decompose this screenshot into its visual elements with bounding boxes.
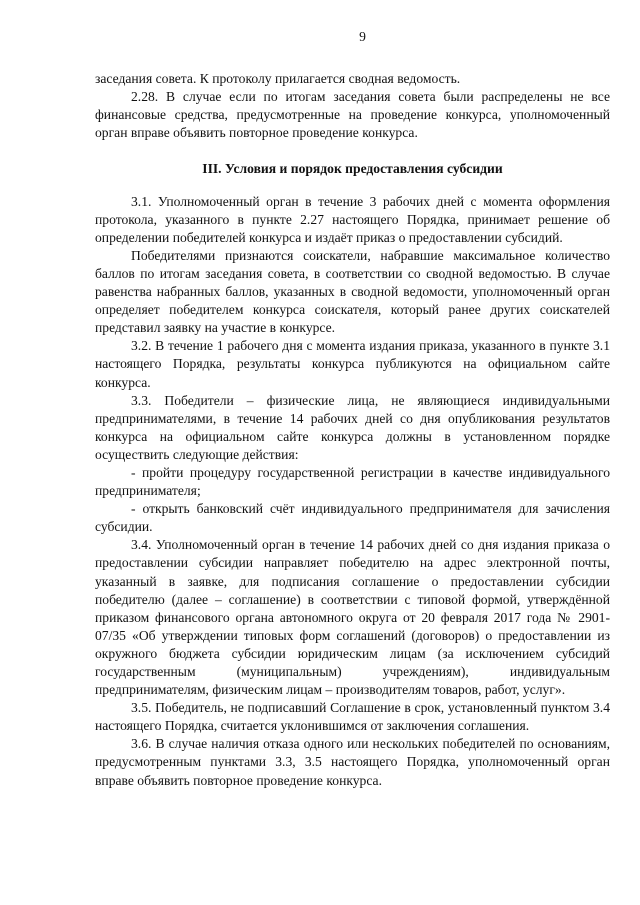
document-page: [95, 28, 610, 790]
paragraph-3-2: 3.2. В течение 1 рабочего дня с момента издания приказа, указанного в пункте 3.1 настоящего Порядка, результаты конкурса публикуются на официальном сайте конкурса.: [95, 338, 610, 390]
list-item-bank-account: - открыть банковский счёт индивидуального предпринимателя для зачисления субсидии.: [95, 501, 610, 535]
paragraph-3-3: 3.3. Победители – физические лица, не являющиеся индивидуальными предпринимателями, в течение 14 рабочих дней со дня опубликования результатов конкурса на официальном сайте конкурса должны в установленном порядке осуществить следующие действия:: [95, 392, 610, 462]
paragraph-3-4: 3.4. Уполномоченный орган в течение 14 рабочих дней со дня издания приказа о предоставлении субсидии направляет победителю на адрес электронной почты, указанный в заявке, для подписания соглашение о предоставлении субсидии победителю (далее – соглашение) в соответствии с типовой формой, утверждённой приказом финансового органа автономного округа от 20 февраля 2017 года № 2901-07/35 «Об утверждении типовых форм соглашений (договоров) о предоставлении из окружного бюджета субсидии юридическим лицам (за исключением субсидий государственным (муниципальным) учреждениям), индивидуальным предпринимателям, физическим лицам – производителям товаров, работ, услуг».: [95, 537, 610, 698]
section-title: III. Условия и порядок предоставления субсидии: [202, 161, 503, 177]
list-item-registration: - пройти процедуру государственной регистрации в качестве индивидуального предпринимателя;: [95, 464, 610, 499]
paragraph-3-1: 3.1. Уполномоченный орган в течение 3 рабочих дней с момента оформления протокола, указанного в пункте 2.27 настоящего Порядка, принимает решение об определении победителей конкурса и издаёт приказ о предоставлении субсидий.: [95, 193, 610, 245]
paragraph-3-6: 3.6. В случае наличия отказа одного или нескольких победителей по основаниям, предусмотренным пунктами 3.3, 3.5 настоящего Порядка, уполномоченный орган вправе объявить повторное проведение конкурса.: [95, 736, 610, 788]
paragraph-council-meeting: заседания совета. К протоколу прилагается сводная ведомость.: [95, 71, 461, 87]
paragraph-winners: Победителями признаются соискатели, набравшие максимальное количество баллов по итогам заседания совета, в соответствии со сводной ведомостью. В случае равенства набранных баллов, указанных в сводной ведомости, уполномоченный орган определяет победителем конкурса соискателя, который ранее других соискателей представил заявку на участие в конкурсе.: [95, 247, 610, 336]
paragraph-3-5: 3.5. Победитель, не подписавший Соглашение в срок, установленный пунктом 3.4 настоящего Порядка, считается уклонившимся от заключения соглашения.: [95, 700, 610, 734]
page-number: 9: [359, 29, 366, 44]
paragraph-2-28: 2.28. В случае если по итогам заседания совета были распределены не все финансовые средства, предусмотренные на проведение конкурса, уполномоченный орган вправе объявить повторное проведение конкурса.: [95, 89, 610, 141]
